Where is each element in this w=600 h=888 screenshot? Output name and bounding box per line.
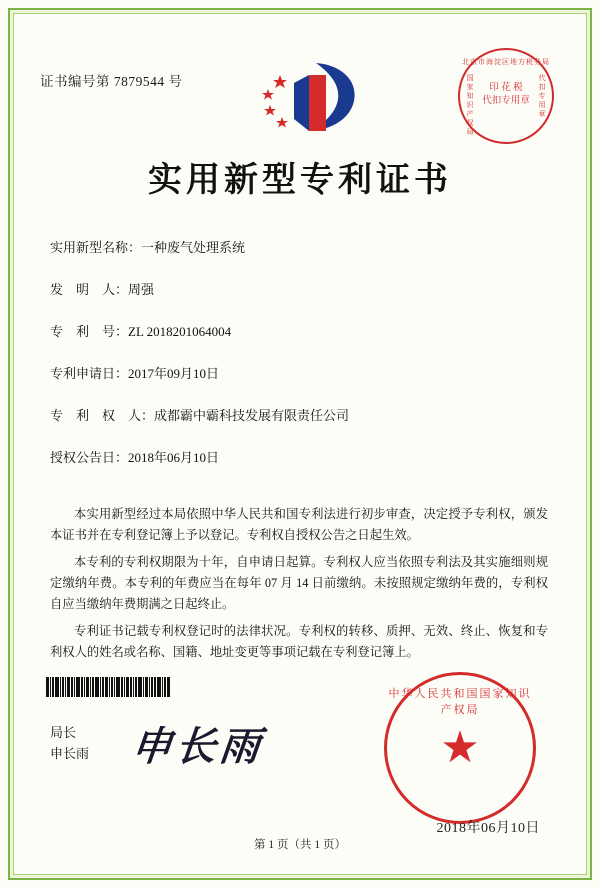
handwritten-signature: 申长雨 (129, 724, 267, 769)
field-row (50, 321, 550, 340)
field-label: 发 明 人： (50, 282, 129, 297)
field-label: 授权公告日： (50, 450, 129, 465)
body-paragraph: 本实用新型经过本局依照中华人民共和国专利法进行初步审查，决定授予专利权，颁发本证书并在专利登记簿上予以登记。专利权自授权公告之日起生效。 (50, 507, 548, 542)
field-row (50, 237, 550, 256)
field-value: 2017年09月10日 (128, 366, 220, 381)
field-label: 专利申请日： (50, 366, 129, 381)
page-title: 实用新型专利证书 (148, 162, 452, 199)
star-icon: ★ (440, 723, 480, 772)
field-label: 实用新型名称： (50, 240, 142, 255)
page-footer: 第 1 页（共 1 页） (254, 839, 346, 851)
tax-stamp-seal (458, 48, 554, 144)
tax-stamp-mid-line1: 印 花 税 (489, 83, 523, 93)
certificate-fields (50, 237, 550, 489)
field-row (50, 363, 550, 382)
field-row (50, 447, 550, 466)
national-seal-top-text: 中华人民共和国国家知识产权局 (388, 688, 532, 716)
tax-stamp-mid-line2: 代扣专用章 (482, 96, 530, 106)
field-value: 周强 (128, 282, 155, 297)
national-seal (384, 672, 536, 824)
signature-labels (50, 722, 89, 764)
field-value: 2018年06月10日 (128, 450, 220, 465)
certificate-content (22, 22, 578, 866)
field-value: ZL 2018201064004 (128, 324, 232, 339)
tax-stamp-side-right: 代扣专用章 (538, 74, 546, 118)
tax-stamp-arc-top: 北京市海淀区地方税务局 (462, 58, 550, 66)
field-row (50, 405, 550, 424)
signature-title-label: 局长 (50, 725, 77, 740)
certificate-number: 证书编号第 7879544 号 (40, 74, 183, 89)
body-paragraph: 本专利的专利权期限为十年，自申请日起算。专利权人应当依照专利法及其实施细则规定缴纳年费。本专利的年费应当在每年 07 月 14 日前缴纳。未按照规定缴纳年费的，专利权自应当缴纳年费期满之日起终止。 (50, 555, 548, 611)
field-label: 专 利 号： (50, 324, 129, 339)
tax-stamp-mid (460, 82, 552, 108)
body-paragraph: 专利证书记载专利权登记时的法律状况。专利权的转移、质押、无效、终止、恢复和专利权人的姓名或名称、国籍、地址变更等事项记载在专利登记簿上。 (50, 624, 548, 659)
field-value: 一种废气处理系统 (141, 240, 246, 255)
field-row (50, 279, 550, 298)
certificate-body-text (50, 504, 548, 669)
tax-stamp-side-left: 国家知识产权局 (466, 74, 474, 136)
barcode (46, 677, 178, 697)
seal-date: 2018年06月10日 (436, 821, 540, 836)
field-value: 成都霸中霸科技发展有限责任公司 (154, 408, 350, 423)
cnipa-logo-icon (254, 57, 364, 137)
signature-name-label: 申长雨 (50, 746, 90, 761)
field-label: 专 利 权 人： (50, 408, 155, 423)
